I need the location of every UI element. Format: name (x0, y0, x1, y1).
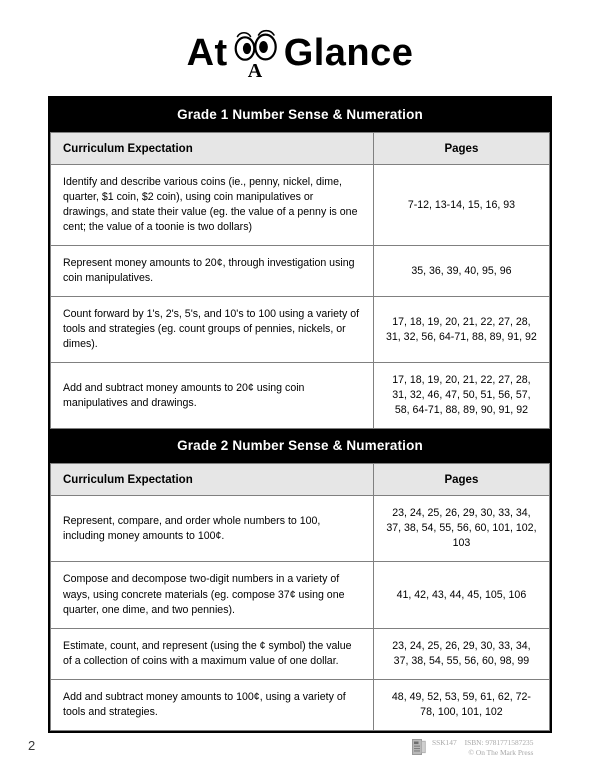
footer-imprint (412, 738, 572, 760)
cell-expectation: Estimate, count, and represent (using the ¢ symbol) the value of a collection of coins with a maximum value of one dollar. (51, 628, 374, 679)
table-header-row (51, 133, 550, 165)
table-row (51, 679, 550, 730)
masthead (0, 0, 600, 92)
section-grade-2 (48, 429, 552, 732)
book-stack-icon (412, 739, 426, 760)
table-row (51, 246, 550, 297)
table-row (51, 496, 550, 562)
table-row (51, 562, 550, 628)
section-grade-1 (48, 96, 552, 429)
cell-pages: 48, 49, 52, 53, 59, 61, 62, 72-78, 100, 101, 102 (373, 679, 549, 730)
column-header-expectation: Curriculum Expectation (51, 133, 374, 165)
cell-pages: 23, 24, 25, 26, 29, 30, 33, 34, 37, 38, 54, 55, 56, 60, 101, 102, 103 (373, 496, 549, 562)
table-header-row (51, 464, 550, 496)
cell-expectation: Represent, compare, and order whole numbers to 100, including money amounts to 100¢. (51, 496, 374, 562)
logo-word-glance: Glance (283, 32, 414, 74)
section-title-grade-1: Grade 1 Number Sense & Numeration (50, 98, 550, 132)
cell-expectation: Identify and describe various coins (ie., penny, nickel, dime, quarter, $1 coin, $2 coin), using coin manipulatives or drawings, and state their value (eg. the value of a penny is one cent; the value of a toonie is two dollars) (51, 165, 374, 246)
column-header-expectation: Curriculum Expectation (51, 464, 374, 496)
cell-pages: 17, 18, 19, 20, 21, 22, 27, 28, 31, 32, 56, 64-71, 88, 89, 91, 92 (373, 297, 549, 363)
column-header-pages: Pages (373, 133, 549, 165)
table-grade-1 (50, 132, 550, 429)
cell-pages: 35, 36, 39, 40, 95, 96 (373, 246, 549, 297)
table-row (51, 165, 550, 246)
table-grade-2 (50, 463, 550, 730)
cell-expectation: Add and subtract money amounts to 20¢ using coin manipulatives and drawings. (51, 363, 374, 429)
page-number: 2 (28, 738, 36, 753)
cell-pages: 23, 24, 25, 26, 29, 30, 33, 34, 37, 38, 54, 55, 56, 60, 98, 99 (373, 628, 549, 679)
footer-isbn: ISBN: 9781771587235 (464, 738, 534, 747)
column-header-pages: Pages (373, 464, 549, 496)
cell-pages: 17, 18, 19, 20, 21, 22, 27, 28, 31, 32, 46, 47, 50, 51, 56, 57, 58, 64-71, 88, 89, 90, 91, 92 (373, 363, 549, 429)
cell-expectation: Count forward by 1's, 2's, 5's, and 10's to 100 using a variety of tools and strategies (eg. count groups of pennies, nickels, or dimes). (51, 297, 374, 363)
cell-expectation: Add and subtract money amounts to 100¢, using a variety of tools and strategies. (51, 679, 374, 730)
table-row (51, 297, 550, 363)
section-title-grade-2: Grade 2 Number Sense & Numeration (50, 429, 550, 463)
svg-text:A: A (247, 60, 262, 80)
cell-expectation: Represent money amounts to 20¢, through investigation using coin manipulatives. (51, 246, 374, 297)
table-row (51, 628, 550, 679)
logo-word-at: At (186, 32, 228, 74)
cell-expectation: Compose and decompose two-digit numbers in a variety of ways, using concrete materials (eg. compose 37¢ using one quarter, one dime, and two pennies). (51, 562, 374, 628)
at-a-glance-logo (187, 26, 414, 80)
footer-sku: SSK147 (432, 738, 457, 747)
cell-pages: 7-12, 13-14, 15, 16, 93 (373, 165, 549, 246)
cartoon-eyes-icon (234, 26, 278, 80)
footer-copyright: © On The Mark Press (468, 747, 534, 757)
table-row (51, 363, 550, 429)
curriculum-tables (48, 96, 552, 733)
cell-pages: 41, 42, 43, 44, 45, 105, 106 (373, 562, 549, 628)
